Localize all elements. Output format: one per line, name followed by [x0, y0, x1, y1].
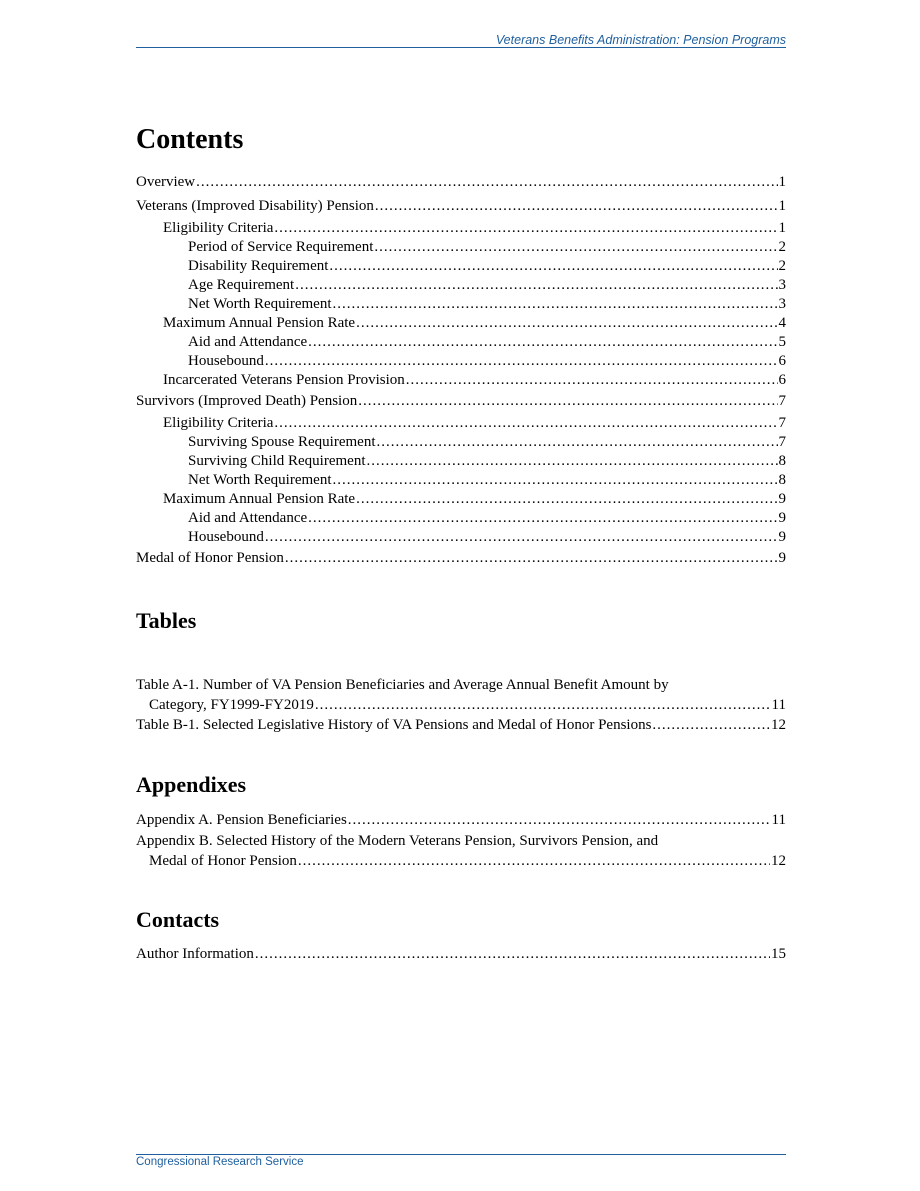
toc-entry[interactable]: Appendix B. Selected History of the Modern Veterans Pension, Survivors Pension, and Medal of Honor Pension ..... 12 [136, 831, 786, 871]
toc-entry[interactable]: Net Worth Requirement ..... 8 [136, 471, 786, 490]
contacts-list [136, 944, 786, 964]
toc-entry[interactable]: Eligibility Criteria ..... 7 [136, 414, 786, 433]
toc-entry[interactable]: Surviving Child Requirement ..... 8 [136, 452, 786, 471]
toc-entry[interactable]: Author Information ..... 15 [136, 944, 786, 964]
toc-entry[interactable]: Period of Service Requirement ..... 2 [136, 238, 786, 257]
toc-entry[interactable]: Aid and Attendance ..... 5 [136, 333, 786, 352]
toc-entry[interactable]: Incarcerated Veterans Pension Provision ..... 6 [136, 371, 786, 390]
toc-entry[interactable]: Table B-1. Selected Legislative History of VA Pensions and Medal of Honor Pensions ..... 12 [136, 715, 786, 735]
toc-entry[interactable]: Table A-1. Number of VA Pension Beneficiaries and Average Annual Benefit Amount by Category, FY1999-FY2019 ..... 11 [136, 675, 786, 715]
footer-rule [136, 1154, 786, 1155]
running-header: Veterans Benefits Administration: Pension Programs [495, 33, 786, 47]
tables-heading: Tables [136, 608, 197, 633]
toc-entry[interactable]: Surviving Spouse Requirement ..... 7 [136, 433, 786, 452]
contacts-heading: Contacts [136, 907, 220, 932]
toc-entry[interactable]: Disability Requirement ..... 2 [136, 257, 786, 276]
toc-entry[interactable]: Survivors (Improved Death) Pension ..... 7 [136, 392, 786, 411]
toc-entry[interactable]: Maximum Annual Pension Rate ..... 9 [136, 490, 786, 509]
toc-entry[interactable]: Maximum Annual Pension Rate ..... 4 [136, 314, 786, 333]
appendixes-list [136, 810, 786, 871]
header-rule [136, 47, 786, 48]
toc-entry[interactable]: Aid and Attendance ..... 9 [136, 509, 786, 528]
toc-entry[interactable]: Appendix A. Pension Beneficiaries ..... 11 [136, 810, 786, 830]
tables-list [136, 675, 786, 735]
contents-heading: Contents [136, 124, 244, 155]
document-page [136, 0, 786, 1191]
appendixes-heading: Appendixes [136, 772, 247, 797]
toc-entry[interactable]: Net Worth Requirement ..... 3 [136, 295, 786, 314]
toc-entry[interactable]: Housebound ..... 9 [136, 528, 786, 547]
toc-entry[interactable]: Veterans (Improved Disability) Pension ..... 1 [136, 197, 786, 216]
toc-entry[interactable]: Age Requirement ..... 3 [136, 276, 786, 295]
running-footer: Congressional Research Service [136, 1156, 304, 1168]
toc-entry[interactable]: Overview ..... 1 [136, 173, 786, 192]
toc-entry[interactable]: Housebound ..... 6 [136, 352, 786, 371]
contents-list [136, 173, 786, 568]
toc-entry[interactable]: Medal of Honor Pension ..... 9 [136, 549, 786, 568]
toc-entry[interactable]: Eligibility Criteria ..... 1 [136, 219, 786, 238]
